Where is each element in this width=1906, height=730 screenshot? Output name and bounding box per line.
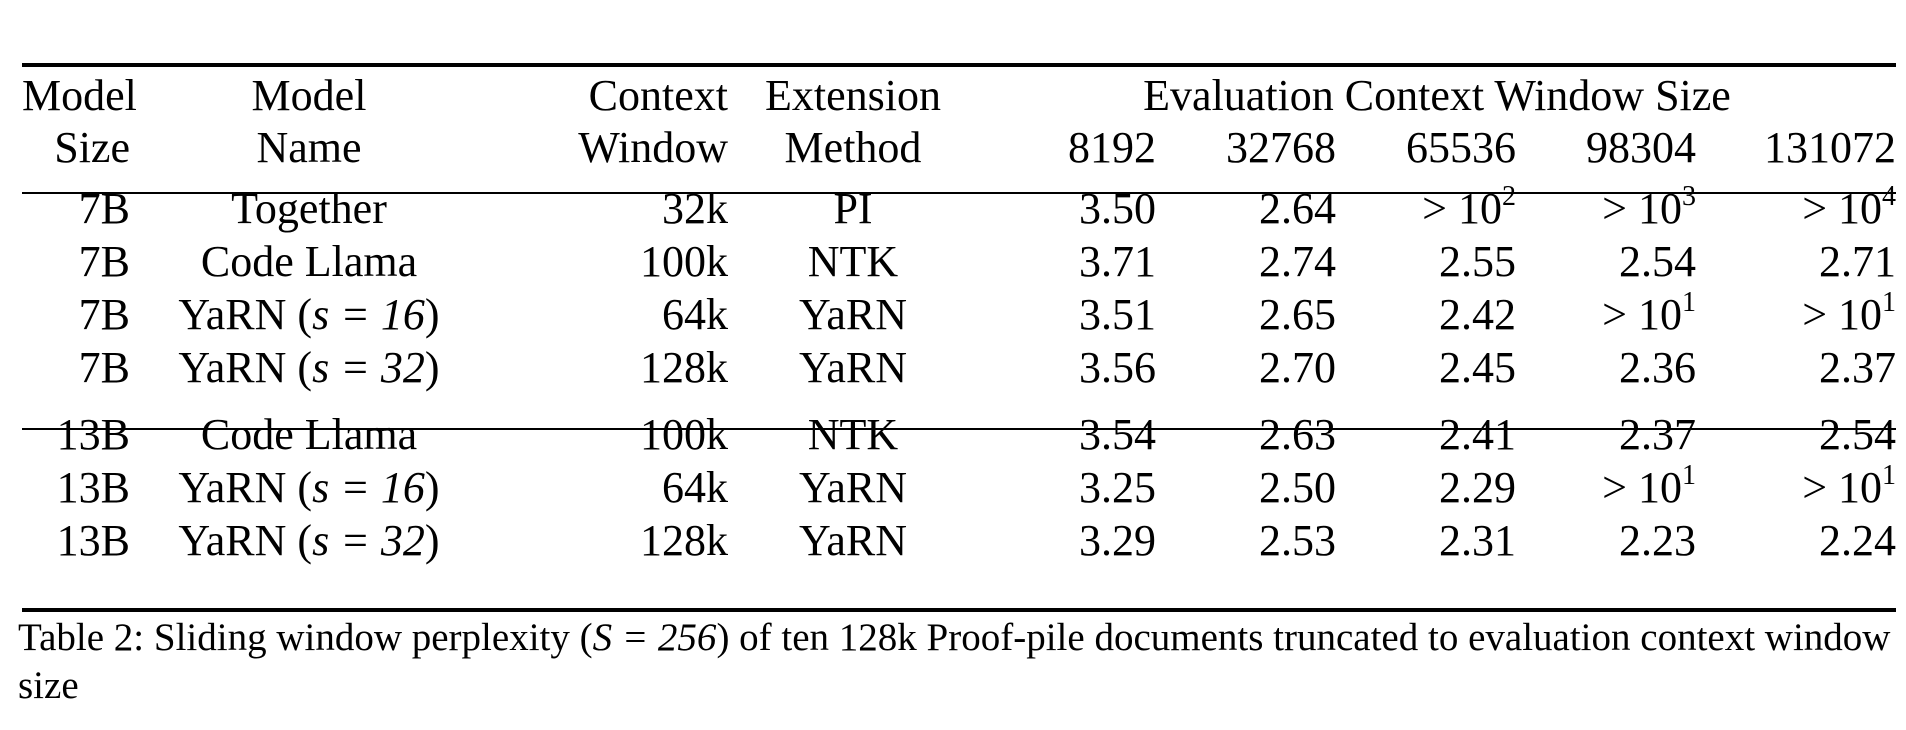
perplexity-value: 2.54 (1819, 409, 1897, 459)
model-name-text: YaRN ( (178, 289, 313, 339)
perplexity-value: 2.63 (1259, 409, 1336, 459)
model-name-text: Code Llama (200, 236, 418, 286)
perplexity-exponent: 1 (1682, 459, 1696, 491)
perplexity-exponent: 4 (1882, 180, 1897, 212)
perplexity-value: 10 (1838, 183, 1883, 233)
header-context-1: Context (588, 71, 728, 120)
perplexity-value: 2.45 (1439, 342, 1516, 392)
perplexity-exponent: 1 (1882, 459, 1897, 491)
perplexity-value: 2.64 (1259, 183, 1336, 233)
greater-than-symbol: > (1802, 183, 1839, 233)
header-eval-group: Evaluation Context Window Size (1143, 71, 1731, 120)
perplexity-value: 2.36 (1619, 342, 1696, 392)
cell-model-size: 13B (56, 515, 130, 565)
perplexity-exponent: 1 (1882, 286, 1897, 318)
table-row (22, 288, 1896, 341)
perplexity-value: 2.42 (1439, 289, 1516, 339)
header-model-name-2: Name (256, 123, 362, 172)
cell-model-name (130, 341, 488, 394)
header-model-size-2: Size (54, 123, 130, 172)
perplexity-value: 3.54 (1079, 409, 1156, 459)
cell-extension-method: NTK (807, 236, 899, 286)
model-name-close: ) (424, 462, 440, 512)
cell-perplexity (978, 288, 1156, 341)
cell-model-name (130, 182, 488, 235)
cell-perplexity (978, 408, 1156, 461)
table-row (22, 235, 1896, 288)
perplexity-value: 10 (1838, 462, 1883, 512)
cell-perplexity (1696, 514, 1896, 567)
perplexity-value: 2.31 (1439, 515, 1516, 565)
cell-context-window: 32k (662, 183, 728, 233)
cell-perplexity (978, 341, 1156, 394)
cell-model-size: 13B (56, 409, 130, 459)
perplexity-value: 3.71 (1079, 236, 1156, 286)
cell-model-size: 7B (78, 236, 130, 286)
header-model-name-1: Model (251, 71, 367, 120)
model-name-scale: s = 16 (312, 289, 425, 339)
table-row (22, 341, 1896, 394)
header-model-size-1: Model (22, 71, 137, 120)
header-eval-65536: 65536 (1406, 123, 1516, 172)
greater-than-symbol: > (1602, 289, 1638, 339)
model-name-text: Code Llama (200, 409, 418, 459)
cell-model-name (130, 288, 488, 341)
perplexity-value: 10 (1458, 183, 1502, 233)
cell-perplexity (1336, 461, 1516, 514)
perplexity-value: 10 (1638, 462, 1682, 512)
cell-model-name (130, 514, 488, 567)
cell-model-size: 7B (78, 183, 130, 233)
cell-perplexity (1696, 288, 1896, 341)
model-name-scale: s = 16 (312, 462, 425, 512)
perplexity-table (22, 70, 1896, 567)
cell-model-size: 7B (78, 289, 130, 339)
table-row (22, 461, 1896, 514)
cell-perplexity (978, 235, 1156, 288)
cell-context-window: 128k (640, 515, 728, 565)
cell-perplexity (1336, 288, 1516, 341)
cell-perplexity (1336, 235, 1516, 288)
cell-perplexity (1696, 182, 1896, 235)
cell-model-name (130, 408, 488, 461)
perplexity-value: 2.55 (1439, 236, 1516, 286)
perplexity-exponent: 1 (1682, 286, 1696, 318)
model-name-text: Together (231, 183, 387, 233)
model-name-text: YaRN ( (178, 462, 313, 512)
header-row-1 (22, 70, 1896, 122)
cell-model-name (130, 235, 488, 288)
perplexity-value: 3.51 (1079, 289, 1156, 339)
perplexity-value: 2.24 (1819, 515, 1897, 565)
perplexity-value: 10 (1638, 183, 1682, 233)
cell-perplexity (1156, 235, 1336, 288)
perplexity-value: 3.25 (1079, 462, 1156, 512)
greater-than-symbol: > (1802, 289, 1839, 339)
model-name-text: YaRN ( (178, 515, 313, 565)
cell-perplexity (1336, 341, 1516, 394)
model-name-text: YaRN ( (178, 342, 313, 392)
cell-extension-method: YaRN (798, 515, 908, 565)
cell-model-name (130, 461, 488, 514)
cell-perplexity (1516, 514, 1696, 567)
perplexity-value: 2.23 (1619, 515, 1696, 565)
cell-perplexity (1516, 288, 1696, 341)
cell-perplexity (978, 514, 1156, 567)
cell-extension-method: YaRN (798, 462, 908, 512)
cell-extension-method: PI (833, 183, 873, 233)
perplexity-value: 10 (1838, 289, 1883, 339)
perplexity-value: 2.74 (1259, 236, 1336, 286)
header-method-1: Extension (765, 71, 941, 120)
cell-perplexity (1156, 288, 1336, 341)
cell-perplexity (978, 461, 1156, 514)
cell-context-window: 64k (662, 289, 728, 339)
cell-context-window: 128k (640, 342, 728, 392)
cell-perplexity (1696, 235, 1896, 288)
cell-extension-method: YaRN (798, 289, 908, 339)
perplexity-value: 10 (1638, 289, 1682, 339)
cell-perplexity (1696, 461, 1896, 514)
perplexity-value: 2.71 (1819, 236, 1897, 286)
perplexity-exponent: 2 (1502, 180, 1516, 212)
perplexity-value: 3.56 (1079, 342, 1156, 392)
perplexity-value: 2.70 (1259, 342, 1336, 392)
perplexity-value: 2.37 (1619, 409, 1696, 459)
caption-text-pre: Sliding window perplexity ( (144, 616, 593, 659)
perplexity-value: 2.54 (1619, 236, 1696, 286)
header-eval-32768: 32768 (1226, 123, 1336, 172)
perplexity-value: 3.50 (1079, 183, 1156, 233)
perplexity-value: 3.29 (1079, 515, 1156, 565)
cell-model-size: 13B (56, 462, 130, 512)
table-row (22, 514, 1896, 567)
table-row (22, 408, 1896, 461)
model-name-scale: s = 32 (312, 342, 425, 392)
cell-context-window: 100k (640, 236, 728, 286)
header-context-2: Window (578, 123, 728, 172)
caption-text-post: ) of ten 128k Proof-pile documents truncated to evaluation context window size (18, 616, 1891, 707)
greater-than-symbol: > (1602, 462, 1638, 512)
cell-perplexity (1336, 182, 1516, 235)
cell-perplexity (1336, 514, 1516, 567)
cell-perplexity (1516, 461, 1696, 514)
perplexity-value: 2.50 (1259, 462, 1336, 512)
cell-perplexity (1156, 341, 1336, 394)
perplexity-value: 2.53 (1259, 515, 1336, 565)
caption-math: S = 256 (592, 616, 717, 659)
perplexity-value: 2.29 (1439, 462, 1516, 512)
cell-perplexity (1156, 514, 1336, 567)
header-method-2: Method (784, 123, 922, 172)
cell-perplexity (1516, 408, 1696, 461)
caption-label: Table 2: (18, 616, 145, 659)
model-name-close: ) (424, 342, 440, 392)
header-eval-131072: 131072 (1764, 123, 1897, 172)
cell-perplexity (1516, 182, 1696, 235)
cell-perplexity (1156, 408, 1336, 461)
perplexity-value: 2.41 (1439, 409, 1516, 459)
perplexity-value: 2.37 (1819, 342, 1897, 392)
table-row (22, 182, 1896, 235)
cell-context-window: 64k (662, 462, 728, 512)
greater-than-symbol: > (1802, 462, 1839, 512)
table-bottom-rule (22, 608, 1896, 612)
cell-extension-method: YaRN (798, 342, 908, 392)
perplexity-value: 2.65 (1259, 289, 1336, 339)
header-row-2 (22, 122, 1896, 174)
cell-perplexity (1156, 182, 1336, 235)
cell-perplexity (1156, 461, 1336, 514)
cell-model-size: 7B (78, 342, 130, 392)
greater-than-symbol: > (1602, 183, 1638, 233)
faded-page-subheader (830, 12, 1070, 26)
cell-perplexity (1336, 408, 1516, 461)
greater-than-symbol: > (1422, 183, 1458, 233)
perplexity-exponent: 3 (1682, 180, 1696, 212)
model-name-close: ) (424, 515, 440, 565)
header-eval-8192: 8192 (1068, 123, 1156, 172)
cell-perplexity (978, 182, 1156, 235)
header-eval-98304: 98304 (1586, 123, 1696, 172)
cell-perplexity (1696, 341, 1896, 394)
cell-context-window: 100k (640, 409, 728, 459)
cell-perplexity (1516, 235, 1696, 288)
model-name-scale: s = 32 (312, 515, 425, 565)
cell-perplexity (1696, 408, 1896, 461)
cell-extension-method: NTK (807, 409, 899, 459)
cell-perplexity (1516, 341, 1696, 394)
table-top-rule (22, 63, 1896, 67)
model-name-close: ) (424, 289, 440, 339)
table-caption (18, 614, 1898, 710)
